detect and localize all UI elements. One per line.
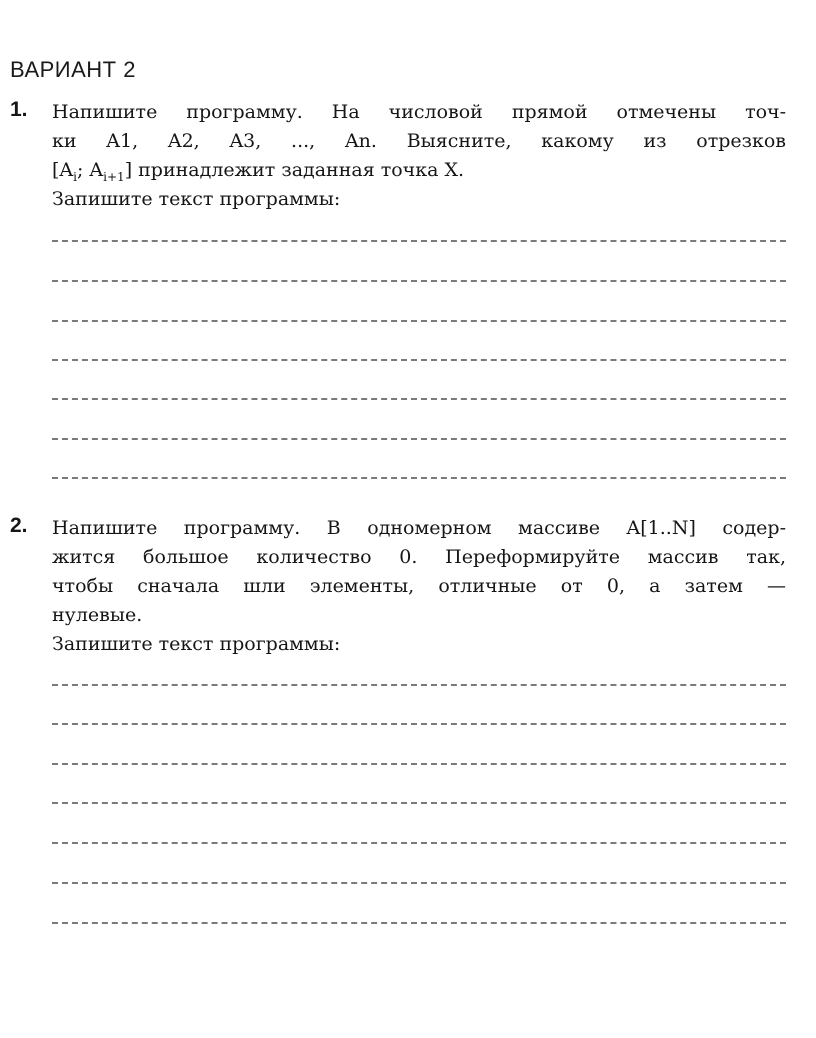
- answer-line[interactable]: [52, 763, 786, 765]
- variant-title: ВАРИАНТ 2: [10, 57, 136, 82]
- answer-line[interactable]: [52, 723, 786, 725]
- task-2-text: [52, 514, 786, 659]
- task-1-line-1: Напишите программу. На числовой прямой отмечены точ-: [52, 101, 786, 123]
- task-2-line-2: жится большое количество 0. Переформируйте массив так,: [52, 546, 786, 568]
- task-2-line-3: чтобы сначала шли элементы, отличные от 0, а затем —: [52, 575, 786, 597]
- answer-line[interactable]: [52, 240, 786, 242]
- answer-line[interactable]: [52, 398, 786, 400]
- task-1-number: 1.: [10, 98, 28, 121]
- answer-line[interactable]: [52, 477, 786, 479]
- task-2-line-1: Напишите программу. В одномерном массиве A[1..N] содер-: [52, 517, 786, 539]
- task-2-line-4: нулевые.: [52, 604, 143, 626]
- task-1-text: [52, 98, 786, 214]
- task-1-subscript-i: i: [73, 169, 77, 184]
- task-1-prompt: Запишите текст программы:: [52, 188, 341, 210]
- answer-line[interactable]: [52, 359, 786, 361]
- answer-line[interactable]: [52, 684, 786, 686]
- task-1-line-3: [52, 156, 786, 185]
- task-1-line-2: ки A1, A2, A3, ..., An. Выясните, какому из отрезков: [52, 130, 786, 152]
- task-1-line-3-part-b: ; A: [76, 159, 104, 181]
- task-1-line-3-part-c: ] принадлежит заданная точка X.: [124, 159, 465, 181]
- answer-line[interactable]: [52, 280, 786, 282]
- task-1-subscript-i-plus-1: i+1: [103, 169, 125, 184]
- answer-line[interactable]: [52, 922, 786, 924]
- task-2-number: 2.: [10, 514, 28, 537]
- answer-line[interactable]: [52, 438, 786, 440]
- task-1-line-3-part-a: [A: [52, 159, 74, 181]
- answer-line[interactable]: [52, 320, 786, 322]
- answer-line[interactable]: [52, 802, 786, 804]
- answer-line[interactable]: [52, 882, 786, 884]
- task-2-prompt: Запишите текст программы:: [52, 633, 341, 655]
- answer-line[interactable]: [52, 842, 786, 844]
